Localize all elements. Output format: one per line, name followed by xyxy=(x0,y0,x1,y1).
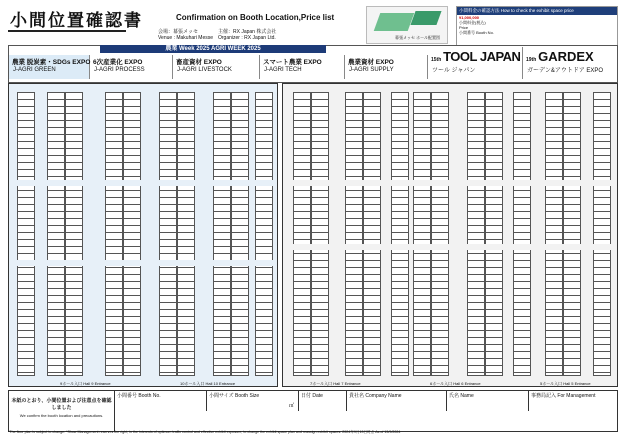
booth-column xyxy=(391,92,409,376)
confirm-en: We confirm the booth location and precautions. xyxy=(19,413,104,418)
expo-en: J-AGRI GREEN xyxy=(13,67,56,73)
name-field[interactable] xyxy=(447,391,529,411)
booth-column xyxy=(485,92,503,376)
booth-column xyxy=(363,92,381,376)
expo-tool-japan xyxy=(428,47,523,79)
expo-name: 畜産資材 EXPO xyxy=(176,59,222,66)
expo-j-agri-tech xyxy=(260,55,345,79)
expo-name: 6次産業化 EXPO xyxy=(93,59,143,66)
expo-en: J-AGRI PROCESS xyxy=(94,67,145,73)
expo-name-en: TOOL JAPAN xyxy=(443,49,521,64)
field-label: 小間番号 Booth No. xyxy=(117,393,161,399)
entrance-label: 7ホール入口 Hall 7 Entrance xyxy=(310,381,361,386)
cross-aisle xyxy=(9,260,277,266)
booth-column xyxy=(177,92,195,376)
booth-column xyxy=(545,92,563,376)
entrance-label: 6ホール入口 Hall 6 Entrance xyxy=(430,381,481,386)
expo-j-agri-livestock xyxy=(173,55,260,79)
field-label: 日付 Date xyxy=(301,393,323,399)
expo-en: J-AGRI TECH xyxy=(264,67,302,73)
expo-edition: 19th xyxy=(526,57,537,63)
expo-en: J-AGRI LIVESTOCK xyxy=(177,67,232,73)
expo-en: J-AGRI SUPPLY xyxy=(349,67,394,73)
price-row: 小間料金(税込) xyxy=(459,20,486,25)
booth-column xyxy=(563,92,581,376)
mini-map-caption: 幕張メッセ ホール配置図 xyxy=(395,35,441,40)
confirmation-statement xyxy=(9,391,115,431)
booth-size-field[interactable] xyxy=(207,391,299,411)
footnote: *The floor plan is subject to change. *Show Management reserves the right, in the interests of optimum traffic control and effective exhibit exposure, to change the exhibit space plan and reassign exhibit spaces. 2024年9月13日時点 As of 13/9/2024 xyxy=(8,430,401,434)
expo-jp: ガーデン&アウトドア EXPO xyxy=(527,68,604,74)
confirmation-form xyxy=(8,390,618,432)
page-title: 小間位置確認書 xyxy=(10,11,143,30)
booth-column xyxy=(105,92,123,376)
cross-aisle xyxy=(283,244,617,250)
booth-column xyxy=(255,92,273,376)
price-row: ¥1,000,000 xyxy=(459,15,480,20)
expo-edition: 15th xyxy=(431,57,442,63)
expo-j-agri-green xyxy=(9,55,90,79)
hall-5-7-floor xyxy=(282,83,618,387)
venue-en: Venue : Makuhari Messe xyxy=(158,35,214,41)
expo-name: スマート農業 EXPO xyxy=(263,59,322,66)
hall-9-10-floor xyxy=(8,83,278,387)
booth-column xyxy=(311,92,329,376)
booth-column xyxy=(345,92,363,376)
expo-name: 農業資材 EXPO xyxy=(348,59,394,66)
booth-column xyxy=(593,92,611,376)
booth-column xyxy=(293,92,311,376)
organizer-info xyxy=(218,29,276,41)
price-box-header: 小間料金の確認方法 How to check the exhibit space price xyxy=(457,7,617,15)
entrance-label: 10ホール入口 Hall 10 Entrance xyxy=(180,381,236,386)
expo-name: 農業 脱炭素・SDGs EXPO xyxy=(12,59,91,66)
booth-column xyxy=(47,92,65,376)
date-field[interactable] xyxy=(299,391,347,411)
booth-no-field[interactable] xyxy=(115,391,207,411)
venue-info xyxy=(158,29,213,41)
booth-column xyxy=(65,92,83,376)
booth-column xyxy=(231,92,249,376)
booth-column xyxy=(123,92,141,376)
expo-j-agri-process xyxy=(90,55,173,79)
booth-column xyxy=(513,92,531,376)
booth-column xyxy=(213,92,231,376)
organizer-en: Organizer : RX Japan Ltd. xyxy=(218,35,276,41)
company-field[interactable] xyxy=(347,391,447,411)
field-label: 貴社名 Company Name xyxy=(349,393,402,399)
booth-column xyxy=(467,92,485,376)
booth-column xyxy=(159,92,177,376)
venue-jp: 会場：幕張メッセ xyxy=(158,29,199,35)
entrance-label: 9ホール入口 Hall 9 Entrance xyxy=(60,381,111,386)
price-check-box xyxy=(456,6,618,46)
expo-name-en: GARDEX xyxy=(538,49,594,64)
price-row: Price xyxy=(459,25,469,30)
field-label: 事務局記入 For Management xyxy=(531,393,596,399)
booth-column xyxy=(431,92,449,376)
document-subtitle: Confirmation on Booth Location,Price list xyxy=(176,13,335,22)
price-row: 小間番号 Booth No. xyxy=(459,30,494,35)
booth-column xyxy=(17,92,35,376)
expo-j-agri-supply xyxy=(345,55,428,79)
entrance-label: 5ホール入口 Hall 5 Entrance xyxy=(540,381,591,386)
booth-column xyxy=(413,92,431,376)
expo-gardex xyxy=(523,47,615,79)
title-underline xyxy=(8,30,126,32)
field-label: 氏名 Name xyxy=(449,393,474,399)
organizer-jp: 主催：RX Japan 株式会社 xyxy=(218,29,277,35)
agri-week-banner: 農業 Week 2025 AGRI WEEK 2025 xyxy=(100,45,326,53)
management-field xyxy=(529,391,617,411)
unit-label: ㎡ xyxy=(288,403,294,409)
field-label: 小間サイズ Booth Size xyxy=(209,393,260,399)
cross-aisle xyxy=(283,180,617,186)
cross-aisle xyxy=(9,180,277,186)
expo-jp: ツール ジャパン xyxy=(432,68,476,74)
confirm-jp: 本紙のとおり、小間位置および注意点を確認しました xyxy=(11,398,112,411)
